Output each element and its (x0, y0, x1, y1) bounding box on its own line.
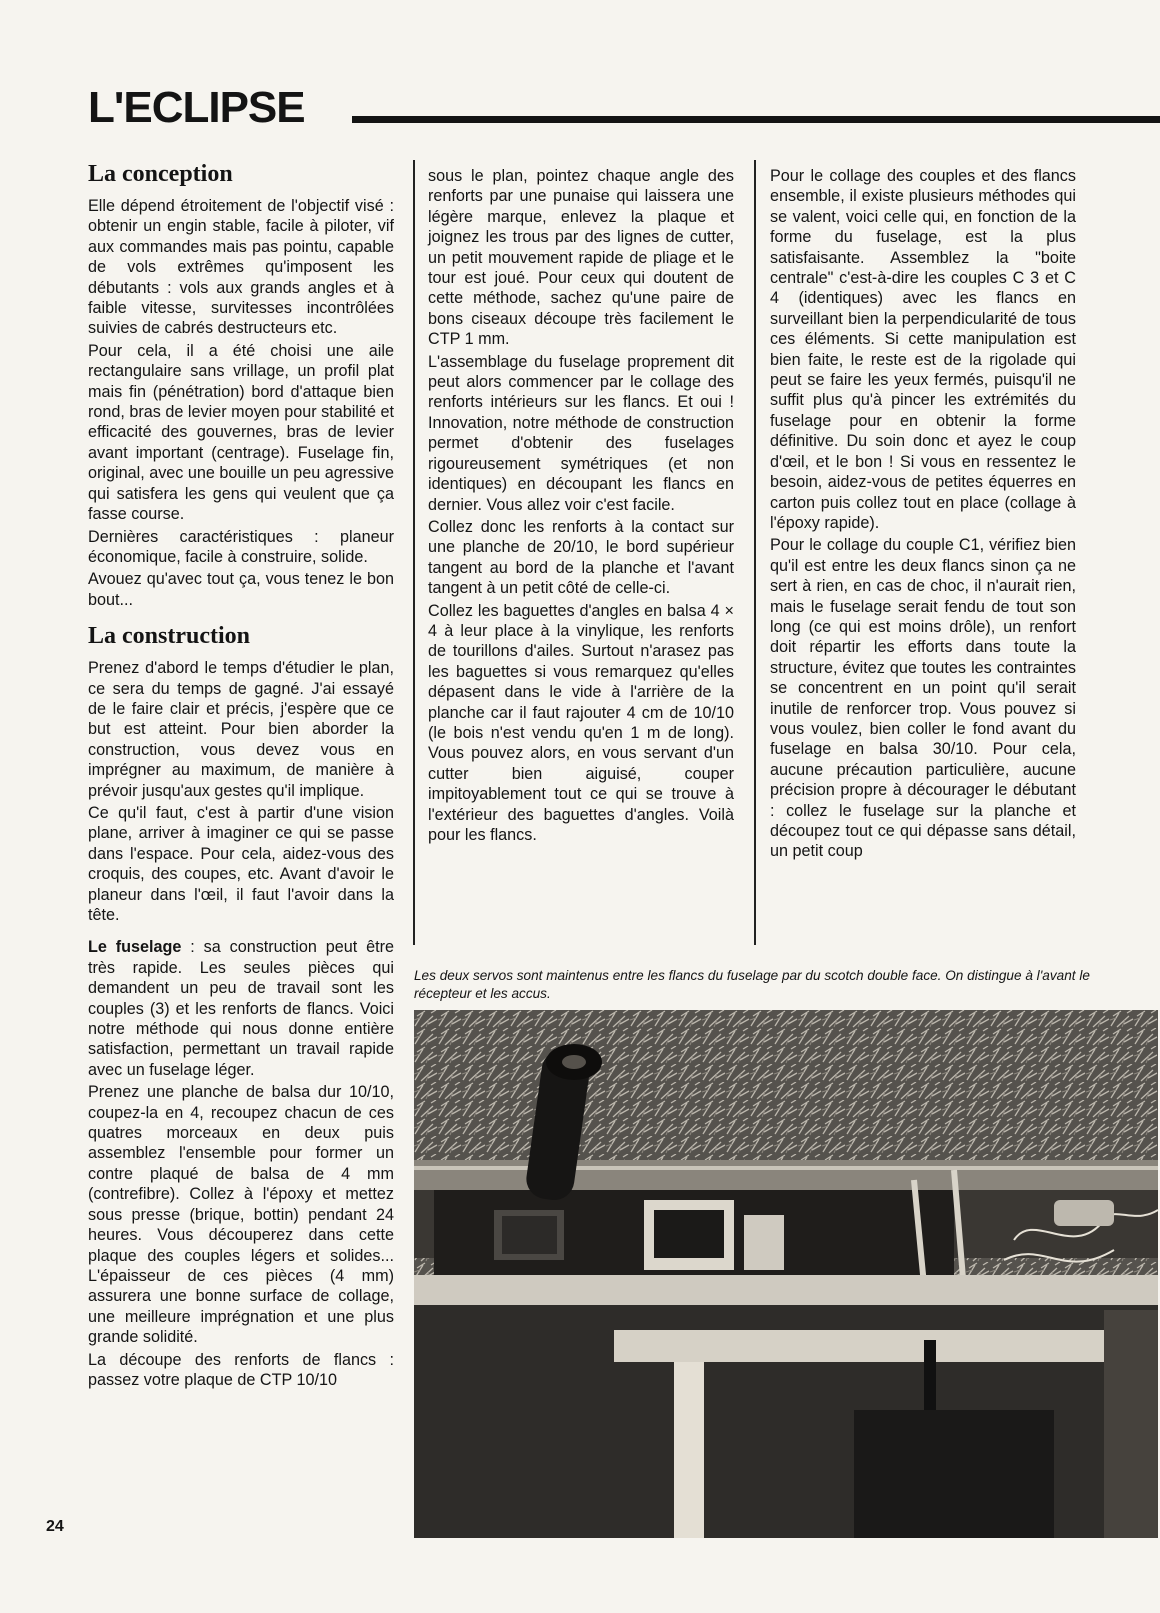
fuselage-photo-drawing (414, 1010, 1158, 1538)
column-divider (413, 160, 415, 945)
paragraph: Collez donc les renforts à la contact sur une planche de 20/10, le bord supérieur tangent au bord de la planche et l'avant tangent à un petit côté de celle-ci. (428, 517, 734, 598)
heading-conception: La conception (88, 161, 233, 187)
paragraph: Pour cela, il a été choisi une aile rectangulaire sans vrillage, un profil plat mais fin (pénétration) bord d'attaque bien rond, bras de levier moyen pour stabilité et efficacité des gouvernes, bras de levier avant important (centrage). Fuselage fin, original, avec une bouille un peu agressive qui satisfera les gens qui veulent que ça fasse course. (88, 341, 394, 524)
column-1 (88, 160, 394, 1392)
paragraph: Elle dépend étroitement de l'objectif visé : obtenir un engin stable, facile à piloter, vif aux commandes mais pas pointu, capable de vols extrêmes qu'imposent les débutants : vols aux grands angles et à faible vitesse, survitesses incontrôlées suivies de cabrés destructeurs etc. (88, 197, 394, 338)
paragraph: Pour le collage du couple C1, vérifiez bien qu'il est entre les deux flancs sinon ça ne sert à rien, en cas de choc, il n'aurait rien, mais le fuselage serait fendu de tout son long (ce qui est moins drôle), un renfort doit répartir les efforts dans toute la structure, évitez que toutes les contraintes se concentrent en un point qu'il serait inutile de renforcer trop. Vous pouvez si vous voulez, bien coller le fond avant du fuselage en balsa 30/10. Pour cela, aucune précaution particulière, aucune précision propre à décourager le débutant : collez le fuselage sur la planche et découpez tout ce qui dépasse sans détail, un petit coup (770, 536, 1076, 861)
column-3 (770, 166, 1076, 864)
article-title: L'ECLIPSE (88, 83, 305, 132)
paragraph: sous le plan, pointez chaque angle des renforts par une punaise qui laissera une légère marque, enlevez la plaque et joignez les trous par des lignes de cutter, un petit mouvement rapide de pliage et le tour est joué. Pour ceux qui doutent de cette méthode, sachez qu'une paire de bons ciseaux découpe très facilement le CTP 1 mm. (428, 167, 734, 349)
photo-caption: Les deux servos sont maintenus entre les flancs du fuselage par du scotch double face. On distingue à l'avant le récepteur et les accus. (414, 968, 1090, 1001)
paragraph: Prenez une planche de balsa dur 10/10, coupez-la en 4, recoupez chacun de ces quatres morceaux en deux puis assemblez l'ensemble pour former un contre plaqué de balsa de 4 mm (contrefibre). Collez à l'époxy et mettez sous presse (brique, bottin) pendant 24 heures. Vous découperez dans cette plaque des couples légers et solides... L'épaisseur de ces pièces (4 mm) assurera une bonne surface de collage, une meilleure imprégnation et une plus grande solidité. (88, 1083, 394, 1347)
fuselage-text: : sa construction peut être très rapide. Les seules pièces qui demandent un peu de travail sont les couples (3) et les renforts de flancs. Voici notre méthode qui nous donne entière satisfaction, permettant un travail rapide avec un fuselage léger. (88, 938, 394, 1079)
heading-construction: La construction (88, 623, 250, 650)
title-rule (352, 116, 1160, 123)
paragraph: L'assemblage du fuselage proprement dit peut alors commencer par le collage des renforts intérieurs sur les flancs. Et oui ! Innovation, notre méthode de construction permet d'obtenir des fuselages rigoureusement symétriques (et non identiques) en découpant les flancs en dernier. Vous allez voir c'est facile. (428, 352, 734, 514)
paragraph-fuselage (88, 937, 394, 1080)
paragraph: Prenez d'abord le temps d'étudier le plan, ce sera du temps de gagné. J'ai essayé de le faire clair et précis, j'espère que ce but est atteint. Pour bien aborder la construction, vous devez vous en imprégner au maximum, de manière à prévoir jusqu'aux gestes qu'il implique. (88, 659, 394, 800)
fuselage-lead: Le fuselage (88, 938, 182, 957)
paragraph: Avouez qu'avec tout ça, vous tenez le bon bout... (88, 570, 394, 609)
page-number: 24 (46, 1518, 64, 1535)
column-2 (428, 166, 734, 847)
paragraph: La découpe des renforts de flancs : passez votre plaque de CTP 10/10 (88, 1350, 394, 1389)
fuselage-photo (414, 1010, 1158, 1538)
paragraph: Ce qu'il faut, c'est à partir d'une vision plane, arriver à imaginer ce qui se passe dans l'espace. Pour cela, aidez-vous des croquis, des coupes, etc. Avant d'avoir le planeur dans l'œil, il faut l'avoir dans la tête. (88, 803, 394, 924)
paragraph: Pour le collage des couples et des flancs ensemble, il existe plusieurs méthodes qui se valent, voici celle qui, en fonction de la forme du fuselage, est la plus satisfaisante. Assemblez la "boite centrale" c'est-à-dire les couples C 3 et C 4 (identiques) avec les flancs en surveillant bien la perpendicularité de tous ces éléments. Si cette manipulation est bien faite, le reste est de la rigolade qui peut se faire les yeux fermés, puisqu'il ne suffit plus qu'à pincer les extrémités du fuselage pour en obtenir la forme définitive. Du soin donc et ayez le coup d'œil, et le bon ! Si vous en ressentez le besoin, aidez-vous de petites équerres en carton puis collez tout en place (collage à l'époxy rapide). (770, 167, 1076, 532)
paragraph: Collez les baguettes d'angles en balsa 4 × 4 à leur place à la vinylique, les renforts de tourillons d'ailes. Surtout n'arasez pas les baguettes si vous remarquez qu'elles dépasent dans le vide à l'arrière de la planche car il faut rajouter 4 cm de 10/10 (le bois n'est vendu qu'en 1 m de long). Vous pouvez alors, en vous servant d'un cutter bien aiguisé, couper impitoyablement tout ce qui se trouve à l'extérieur des baguettes d'angles. Voilà pour les flancs. (428, 601, 734, 844)
paragraph: Dernières caractéristiques : planeur économique, facile à construire, solide. (88, 527, 394, 566)
column-divider (754, 160, 756, 945)
